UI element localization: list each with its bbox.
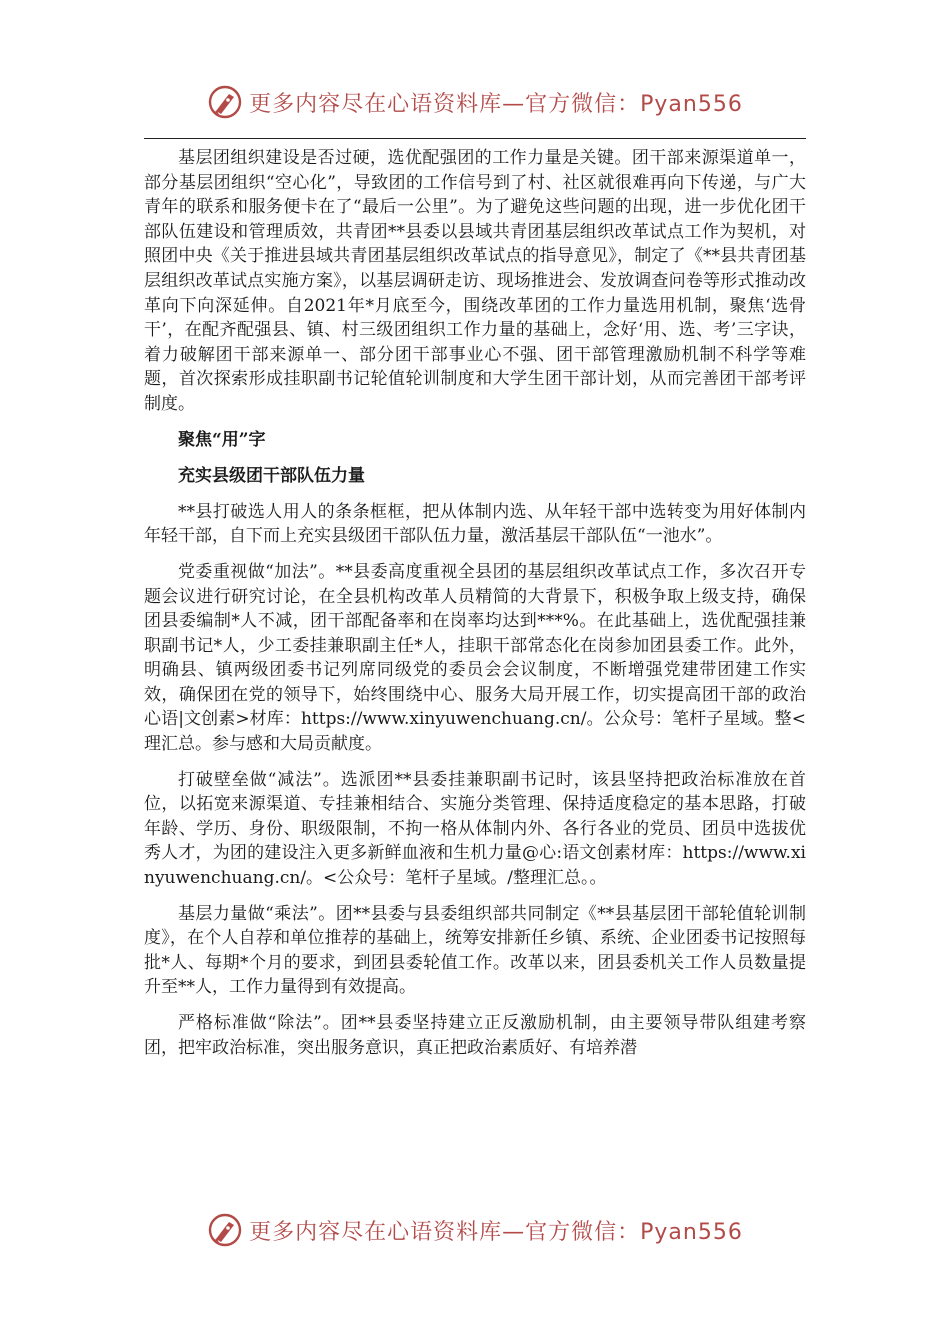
paragraph-intro: 基层团组织建设是否过硬，选优配强团的工作力量是关键。团干部来源渠道单一，部分基层团组织“空心化”，导致团的工作信号到了村、社区就很难再向下传递，与广大青年的联系和服务便卡在了“最后一公里”。为了避免这些问题的出现，进一步优化团干部队伍建设和管理质效，共青团**县委以县域共青团基层组织改革试点工作为契机，对照团中央《关于推进县域共青团基层组织改革试点的指导意见》，制定了《**县共青团基层组织改革试点实施方案》，以基层调研走访、现场推进会、发放调查问卷等形式推动改革向下向深延伸。自2021年*月底至今，围绕改革团的工作力量选用机制，聚焦‘选骨干’，在配齐配强县、镇、村三级团组织工作力量的基础上，念好‘用、选、考’三字诀，着力破解团干部来源单一、部分团干部事业心不强、团干部管理激励机制不科学等难题，首次探索形成挂职副书记轮值轮训制度和大学生团干部计划，从而完善团干部考评制度。	[144, 148, 806, 414]
article-body	[144, 146, 806, 1060]
paragraph-division: 严格标准做“除法”。团**县委坚持建立正反激励机制，由主要领导带队组建考察团，把牢政治标准，突出服务意识，真正把政治素质好、有培养潜	[144, 1013, 806, 1058]
section-subheading: 充实县级团干部队伍力量	[178, 466, 365, 487]
page-footer	[0, 1208, 950, 1252]
section-heading: 聚焦“用”字	[178, 429, 266, 450]
header-brand-text: 更多内容尽在心语资料库—官方微信：Pyan556	[249, 91, 743, 117]
pen-nib-logo-icon	[207, 1212, 243, 1248]
paragraph-overview: **县打破选人用人的条条框框，把从体制内选、从年轻干部中选转变为用好体制内年轻干部，自下而上充实县级团干部队伍力量，激活基层干部队伍“一池水”。	[144, 501, 806, 547]
header-divider	[144, 138, 806, 139]
page-header	[0, 80, 950, 124]
paragraph-addition: 党委重视做“加法”。**县委高度重视全县团的基层组织改革试点工作，多次召开专题会议进行研究讨论，在全县机构改革人员精简的大背景下，积极争取上级支持，确保团县委编制*人不减，团干部配备率和在岗率均达到***%。在此基础上，选优配强挂兼职副书记*人，少工委挂兼职副主任*人，挂职干部常态化在岗参加团县委工作。此外，明确县、镇两级团委书记列席同级党的委员会会议制度，不断增强党建带团建工作实效，确保团在党的领导下，始终围绕中心、服务大局开展工作，切实提高团干部的政治心语|文创素>材库：https://www.xinyuwenchuang.cn/。公众号：笔杆子星域。整<理汇总。参与感和大局贡献度。	[144, 561, 806, 755]
pen-nib-logo-icon	[207, 84, 243, 120]
paragraph-subtraction: 打破壁垒做“减法”。选派团**县委挂兼职副书记时，该县坚持把政治标准放在首位，以拓宽来源渠道、专挂兼相结合、实施分类管理、保持适度稳定的基本思路，打破年龄、学历、身份、职级限制，不拘一格从体制内外、各行各业的党员、团员中选拔优秀人才，为团的建设注入更多新鲜血液和生机力量@心:语文创素材库：https://www.xinyuwenchuang.cn/。<公众号：笔杆子星域。/整理汇总。。	[144, 769, 806, 889]
footer-brand-text: 更多内容尽在心语资料库—官方微信：Pyan556	[249, 1219, 743, 1245]
paragraph-multiplication: 基层力量做“乘法”。团**县委与县委组织部共同制定《**县基层团干部轮值轮训制度》，在个人自荐和单位推荐的基础上，统筹安排新任乡镇、系统、企业团委书记按照每批*人、每期*个月的要求，到团县委轮值工作。改革以来，团县委机关工作人员数量提升至**人，工作力量得到有效提高。	[144, 903, 806, 998]
